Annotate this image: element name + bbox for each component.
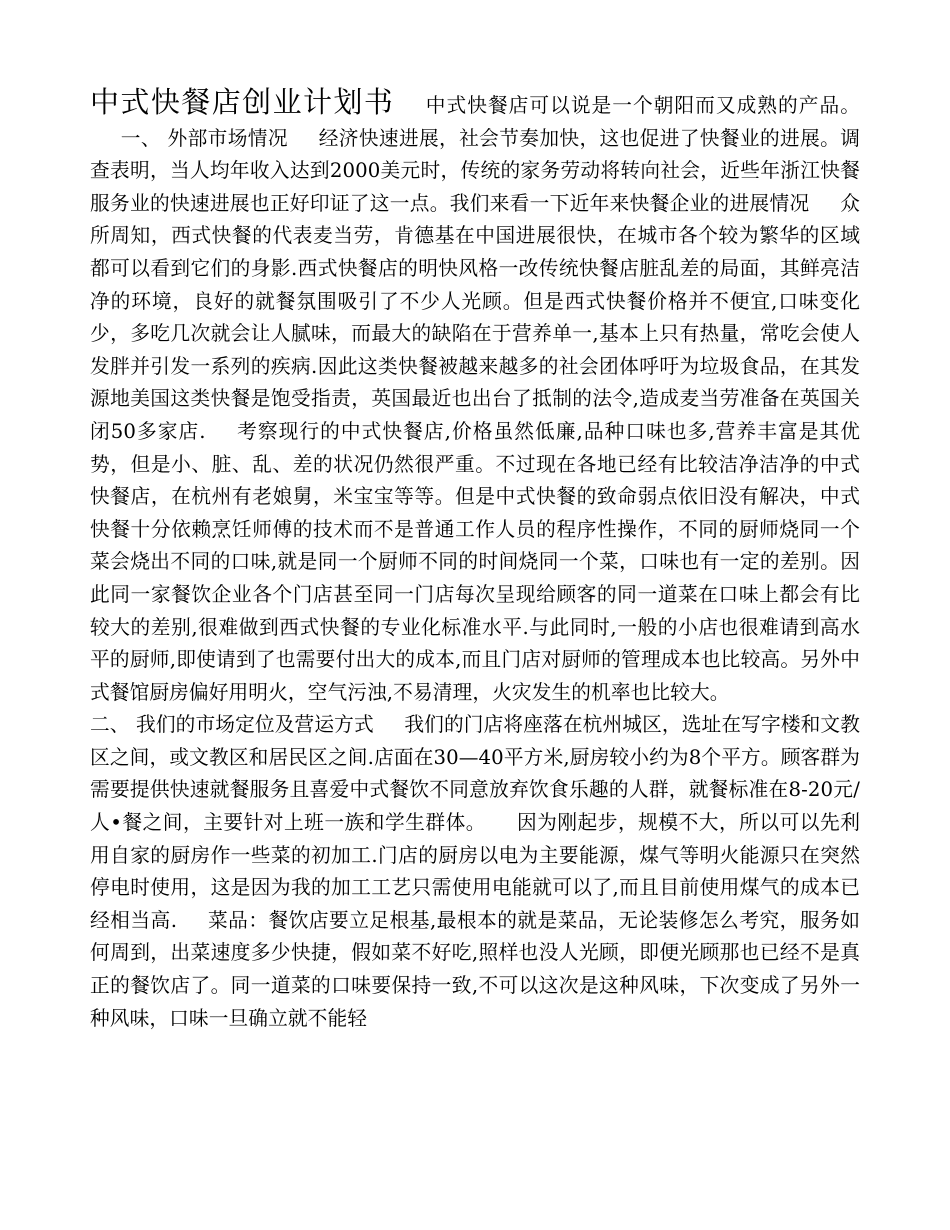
document-body [90,86,860,1035]
paragraph: 我们的门店将座落在杭州城区，选址在写字楼和文教区之间，或文教区和居民区之间.店面在30—40平方米,厨房较小约为8个平方。顾客群为需要提供快速就餐服务且喜爱中式餐饮不同意放弃饮食乐趣的人群，就餐标准在8-20元/人•餐之间，主要针对上班一族和学生群体。 [90,713,860,835]
paragraph: 因为刚起步，规模不大，所以可以先利用自家的厨房作一些菜的初加工.门店的厨房以电为主要能源，煤气等明火能源只在突然停电时使用，这是因为我的加工工艺只需使用电能就可以了,而且目前使用煤气的成本已经相当高. [90,811,860,932]
intro-text: 中式快餐店可以说是一个朝阳而又成熟的产品。 [424,94,860,117]
paragraph: 考察现行的中式快餐店,价格虽然低廉,品种口味也多,营养丰富是其优势，但是小、脏、乱、差的状况仍然很严重。不过现在各地已经有比较洁净洁净的中式快餐店，在杭州有老娘舅，米宝宝等等。但是中式快餐的致命弱点依旧没有解决，中式快餐十分依赖烹饪师傅的技术而不是普通工作人员的程序性操作，不同的厨师烧同一个菜会烧出不同的口味,就是同一个厨师不同的时间烧同一个菜，口味也有一定的差别。因此同一家餐饮企业各个门店甚至同一门店每次呈现给顾客的同一道菜在口味上都会有比较大的差别,很难做到西式快餐的专业化标准水平.与此同时,一般的小店也很难请到高水平的厨师,即使请到了也需要付出大的成本,而且门店对厨师的管理成本也比较高。另外中式餐馆厨房偏好用明火，空气污浊,不易清理，火灾发生的机率也比较大。 [90,419,860,704]
paragraph: 经济快速进展，社会节奏加快，这也促进了快餐业的进展。调查表明，当人均年收入达到2000美元时，传统的家务劳动将转向社会，近些年浙江快餐服务业的快速进展也正好印证了这一点。我们来看一下近年来快餐企业的进展情况 [90,126,860,215]
section-heading-2: 二、 我们的市场定位及营运方式 [90,713,374,737]
paragraph: 众所周知，西式快餐的代表麦当劳，肯德基在中国进展很快，在城市各个较为繁华的区域都可以看到它们的身影.西式快餐店的明快风格一改传统快餐店脏乱差的局面，其鲜亮洁净的环境，良好的就餐氛围吸引了不少人光顾。但是西式快餐价格并不便宜,口味变化少，多吃几次就会让人腻味，而最大的缺陷在于营养单一,基本上只有热量，常吃会使人发胖并引发一系列的疾病.因此这类快餐被越来越多的社会团体呼吁为垃圾食品，在其发源地美国这类快餐是饱受指责，英国最近也出台了抵制的法令,造成麦当劳准备在英国关闭50多家店. [90,191,860,443]
document-title: 中式快餐店创业计划书 [90,85,395,119]
section-heading-1: 一、 外部市场情况 [120,126,288,150]
paragraph: 菜品：餐饮店要立足根基,最根本的就是菜品，无论装修怎么考究，服务如何周到，出菜速度多少快捷，假如菜不好吃,照样也没人光顾，即便光顾那也已经不是真正的餐饮店了。同一道菜的口味要保持一致,不可以这次是这种风味，下次变成了另外一种风味，口味一旦确立就不能轻 [90,908,860,1030]
